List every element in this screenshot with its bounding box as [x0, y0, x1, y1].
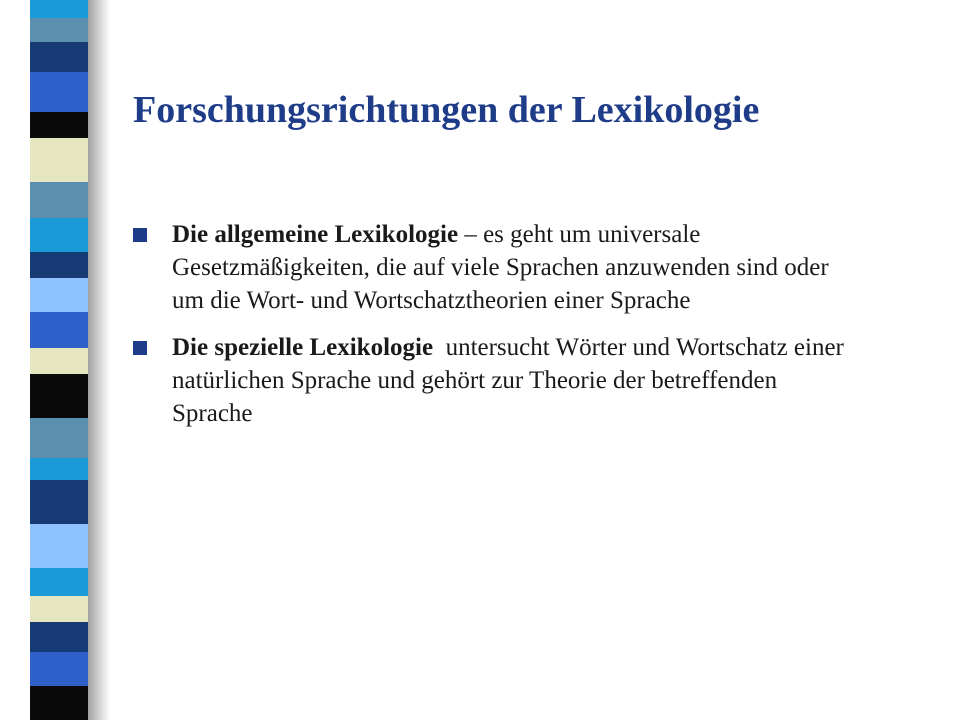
- color-block-column: [30, 0, 88, 720]
- color-block-strip-icon: [30, 0, 88, 720]
- bullet-term: Die allgemeine Lexikologie: [172, 221, 459, 248]
- bullet-text: untersucht Wörter und Wortschatz einer natürlichen Sprache und gehört zur Theorie der betreffenden Sprache: [172, 334, 851, 427]
- square-bullet-icon: [133, 228, 147, 242]
- strip-shadow: [86, 0, 110, 720]
- bullet-term: Die spezielle Lexikologie: [172, 334, 434, 361]
- square-bullet-icon: [133, 341, 147, 355]
- list-item: [133, 331, 863, 430]
- bullet-list: [133, 218, 863, 444]
- slide-title: Forschungsrichtungen der Lexikologie: [133, 89, 760, 131]
- bullet-text: – es geht um universale Gesetzmäßigkeiten, die auf viele Sprachen anzuwenden sind oder um die Wort- und Wortschatztheorien einer Sprache: [172, 221, 829, 314]
- list-item: [133, 218, 863, 317]
- decorative-strip: [0, 0, 110, 720]
